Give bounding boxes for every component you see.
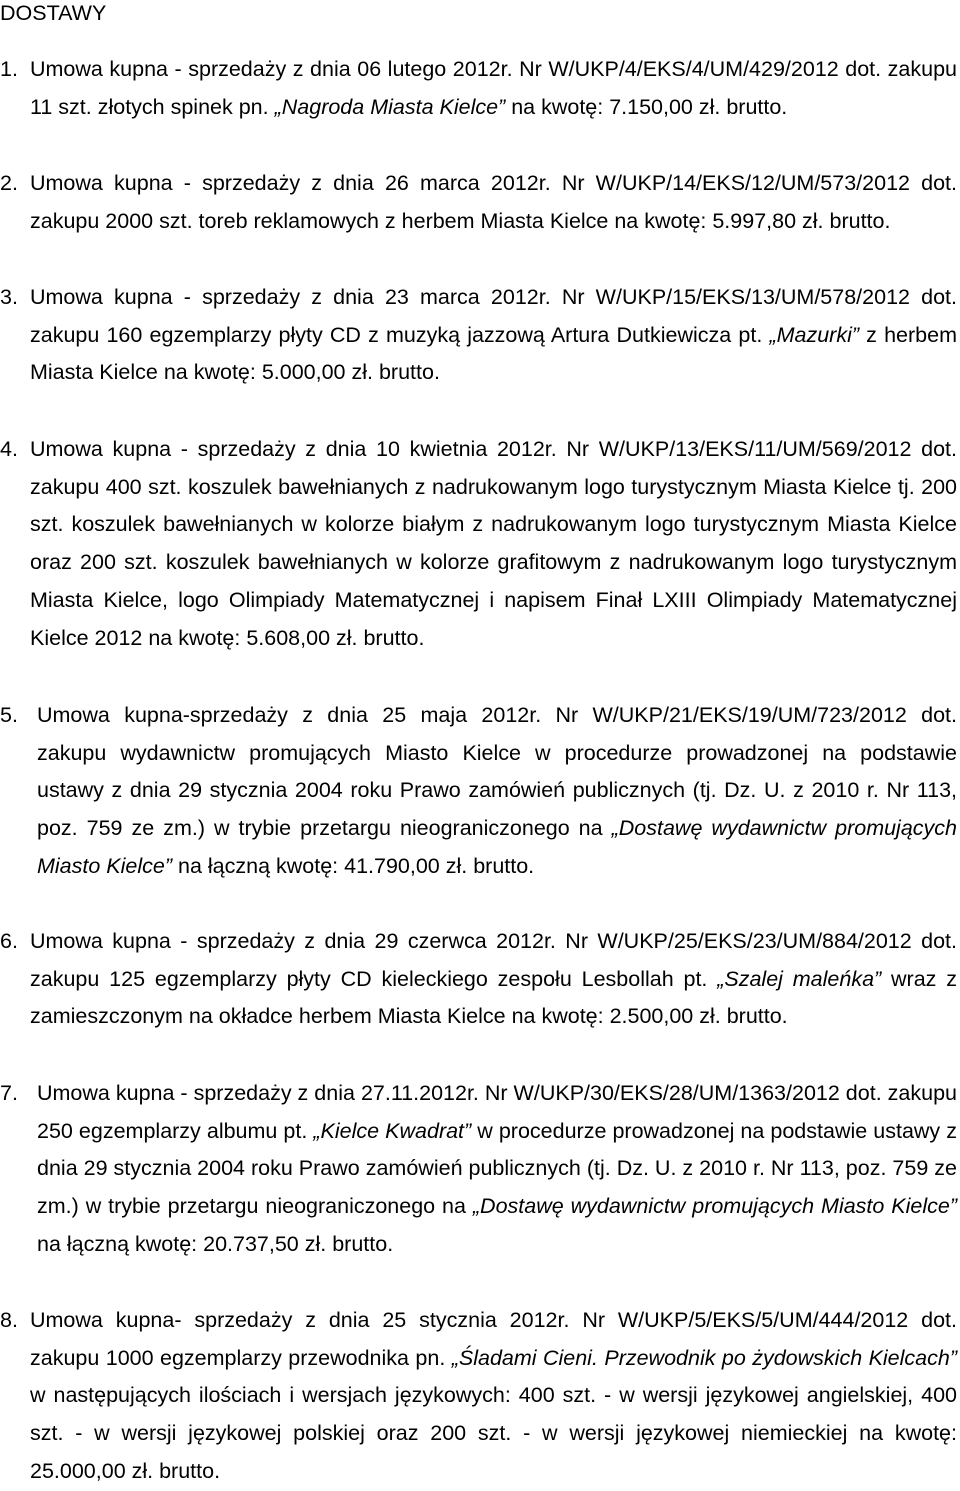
- item-number: 2.: [0, 171, 18, 195]
- list-item-4: [0, 431, 957, 657]
- item-number: 4.: [0, 437, 18, 461]
- list-item-3: [0, 279, 957, 392]
- list-item-1: [0, 51, 957, 126]
- item-text: Umowa kupna-sprzedaży z dnia 25 maja 2012r. Nr W/UKP/21/EKS/19/UM/723/2012 dot. zakupu wydawnictw promujących Miasto Kielce w procedurze prowadzonej na podstawie ustawy z dnia 29 stycznia 2004 roku Prawo zamówień publicznych (tj. Dz. U. z 2010 r. Nr 113, poz. 759 ze zm.) w trybie przetargu nieograniczonego na „Dostawę wydawnictw promujących Miasto Kielce” na łączną kwotę: 41.790,00 zł. brutto.: [37, 703, 958, 878]
- item-number: 1.: [0, 57, 18, 81]
- item-number: 3.: [0, 285, 18, 309]
- item-text: Umowa kupna - sprzedaży z dnia 27.11.2012r. Nr W/UKP/30/EKS/28/UM/1363/2012 dot. zakupu 250 egzemplarzy albumu pt. „Kielce Kwadrat” w procedurze prowadzonej na podstawie ustawy z dnia 29 stycznia 2004 roku Prawo zamówień publicznych (tj. Dz. U. z 2010 r. Nr 113, poz. 759 ze zm.) w trybie przetargu nieograniczonego na „Dostawę wydawnictw promujących Miasto Kielce” na łączną kwotę: 20.737,50 zł. brutto.: [37, 1081, 957, 1256]
- item-text: Umowa kupna- sprzedaży z dnia 25 stycznia 2012r. Nr W/UKP/5/EKS/5/UM/444/2012 dot. zakupu 1000 egzemplarzy przewodnika pn. „Śladami Cieni. Przewodnik po żydowskich Kielcach” w następujących ilościach i wersjach językowych: 400 szt. - w wersji językowej angielskiej, 400 szt. - w wersji językowej polskiej oraz 200 szt. - w wersji językowej niemieckiej na kwotę: 25.000,00 zł. brutto.: [30, 1308, 957, 1483]
- list-item-8: [0, 1302, 957, 1491]
- list-item-2: [0, 165, 957, 240]
- item-text: Umowa kupna - sprzedaży z dnia 06 lutego 2012r. Nr W/UKP/4/EKS/4/UM/429/2012 dot. zakupu 11 szt. złotych spinek pn. „Nagroda Miasta Kielce” na kwotę: 7.150,00 zł. brutto.: [30, 57, 957, 119]
- item-text: Umowa kupna - sprzedaży z dnia 10 kwietnia 2012r. Nr W/UKP/13/EKS/11/UM/569/2012 dot. zakupu 400 szt. koszulek bawełnianych z nadrukowanym logo turystycznym Miasta Kielce tj. 200 szt. koszulek bawełnianych w kolorze białym z nadrukowanym logo turystycznym Miasta Kielce oraz 200 szt. koszulek bawełnianych w kolorze grafitowym z nadrukowanym logo turystycznym Miasta Kielce, logo Olimpiady Matematycznej i napisem Finał LXIII Olimpiady Matematycznej Kielce 2012 na kwotę: 5.608,00 zł. brutto.: [30, 437, 957, 650]
- section-heading: DOSTAWY: [0, 1, 107, 25]
- item-number: 8.: [0, 1308, 18, 1332]
- item-number: 6.: [0, 929, 18, 953]
- item-number: 5.: [0, 703, 18, 727]
- item-text: Umowa kupna - sprzedaży z dnia 29 czerwca 2012r. Nr W/UKP/25/EKS/23/UM/884/2012 dot. zakupu 125 egzemplarzy płyty CD kieleckiego zespołu Lesbollah pt. „Szalej maleńka” wraz z zamieszczonym na okładce herbem Miasta Kielce na kwotę: 2.500,00 zł. brutto.: [30, 929, 958, 1029]
- item-text: Umowa kupna - sprzedaży z dnia 23 marca 2012r. Nr W/UKP/15/EKS/13/UM/578/2012 dot. zakupu 160 egzemplarzy płyty CD z muzyką jazzową Artura Dutkiewicza pt. „Mazurki” z herbem Miasta Kielce na kwotę: 5.000,00 zł. brutto.: [30, 285, 957, 385]
- item-text: Umowa kupna - sprzedaży z dnia 26 marca 2012r. Nr W/UKP/14/EKS/12/UM/573/2012 dot. zakupu 2000 szt. toreb reklamowych z herbem Miasta Kielce na kwotę: 5.997,80 zł. brutto.: [30, 171, 957, 233]
- list-item-5: [0, 697, 957, 886]
- item-number: 7.: [0, 1081, 18, 1105]
- list-item-7: [0, 1075, 957, 1264]
- list-item-6: [0, 923, 957, 1036]
